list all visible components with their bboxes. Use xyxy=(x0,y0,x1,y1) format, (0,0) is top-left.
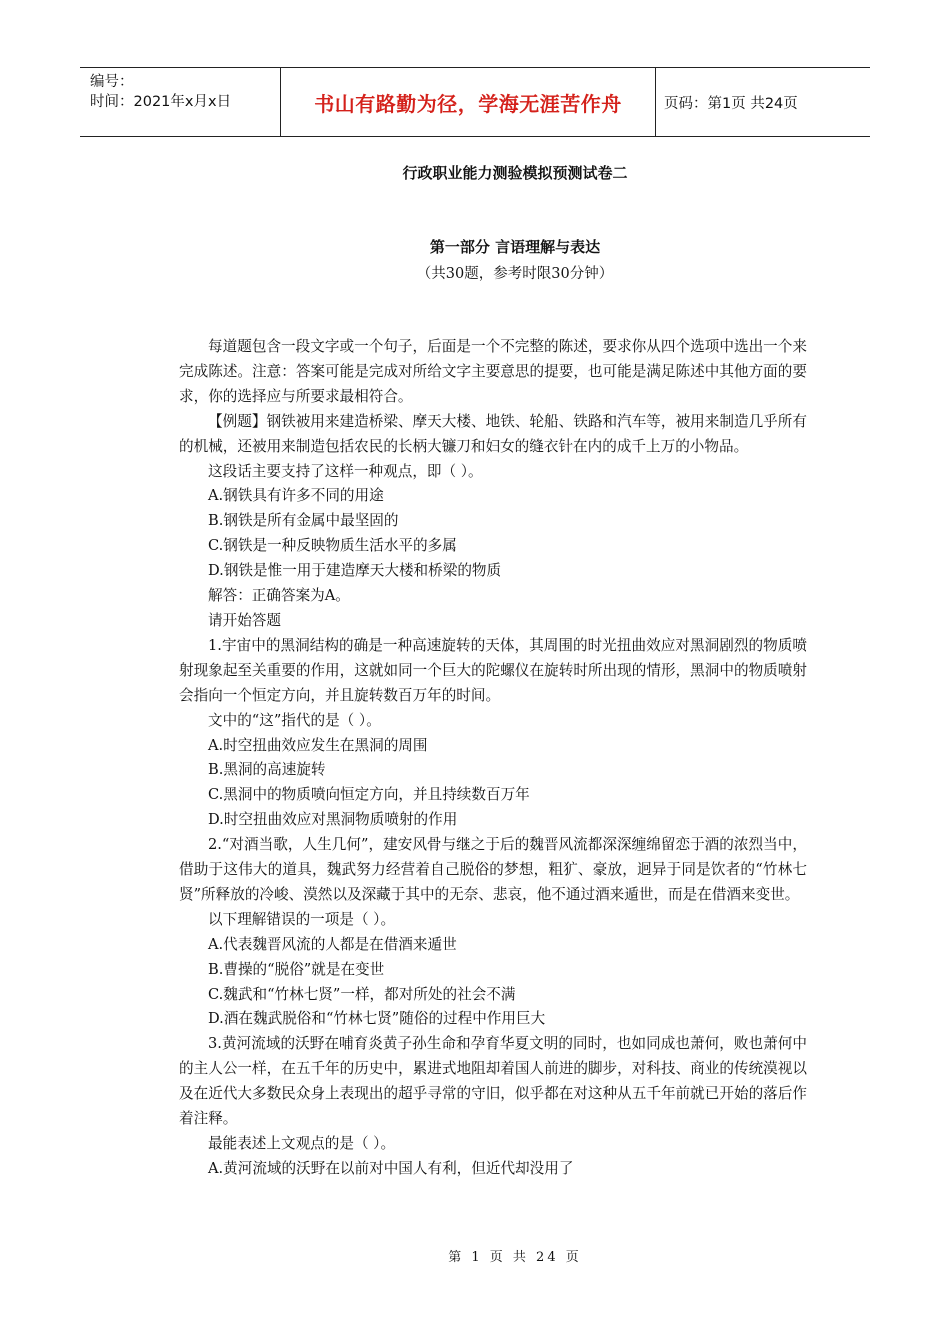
header-motto: 书山有路勤为径，学海无涯苦作舟 xyxy=(281,68,656,136)
question-1-option-c: C.黑洞中的物质喷向恒定方向，并且持续数百万年 xyxy=(208,786,530,804)
question-1-option-a: A.时空扭曲效应发生在黑洞的周围 xyxy=(208,736,428,754)
section-subtitle: （共30题，参考时限30分钟） xyxy=(416,266,614,282)
header-page: 页码：第1页 共24页 xyxy=(664,95,798,112)
example-option-b: B.钢铁是所有金属中最坚固的 xyxy=(208,512,399,530)
question-2-option-d: D.酒在魏武脱俗和“竹林七贤”随俗的过程中作用巨大 xyxy=(208,1010,546,1028)
question-2-prompt: 以下理解错误的一项是（ ）。 xyxy=(208,910,396,928)
example-question: 这段话主要支持了这样一种观点，即（ ）。 xyxy=(208,462,483,480)
example-paragraph xyxy=(179,410,807,460)
question-2-option-a: A.代表魏晋风流的人都是在借酒来遁世 xyxy=(208,935,457,953)
section-title: 第一部分 言语理解与表达 xyxy=(429,238,601,256)
question-2-passage: 2.“对酒当歌，人生几何”，建安风骨与继之于后的魏晋风流都深深缠绵留恋于酒的浓烈当中，借助于这伟大的道具，魏武努力经营着自己脱俗的梦想，粗犷、豪放，迥异于同是饮者的“竹林七贤”所释放的冷峻、漠然以及深藏于其中的无奈、悲哀，他不通过酒来遁世，而是在借酒来变世。 xyxy=(179,836,807,903)
example-answer: 解答：正确答案为A。 xyxy=(208,587,350,605)
instructions-paragraph: 每道题包含一段文字或一个句子，后面是一个不完整的陈述，要求你从四个选项中选出一个来完成陈述。注意：答案可能是完成对所给文字主要意思的提要，也可能是满足陈述中其他方面的要求，你的选择应与所要求最相符合。 xyxy=(179,338,807,405)
document-body xyxy=(179,335,807,1182)
example-option-c: C.钢铁是一种反映物质生活水平的多属 xyxy=(208,537,457,555)
question-1-passage: 1.宇宙中的黑洞结构的确是一种高速旋转的天体，其周围的时光扭曲效应对黑洞剧烈的物质喷射现象起至关重要的作用，这就如同一个巨大的陀螺仪在旋转时所出现的情形，黑洞中的物质喷射会指向一个恒定方向，并且旋转数百万年的时间。 xyxy=(179,636,807,704)
question-1-option-d: D.时空扭曲效应对黑洞物质喷射的作用 xyxy=(208,811,458,829)
question-3-option-a: A.黄河流域的沃野在以前对中国人有利，但近代却没用了 xyxy=(208,1159,574,1177)
question-3-prompt: 最能表述上文观点的是（ ）。 xyxy=(208,1135,396,1152)
header-meta xyxy=(80,68,281,136)
document-title: 行政职业能力测验模拟预测试卷二 xyxy=(402,164,628,182)
question-2-option-b: B.曹操的“脱俗”就是在变世 xyxy=(208,960,385,978)
question-3-passage: 3.黄河流域的沃野在哺育炎黄子孙生命和孕育华夏文明的同时，也如同成也萧何，败也萧何中的主人公一样，在五千年的历史中，累进式地阻却着国人前进的脚步，对科技、商业的传统漠视以及在近代大多数民众身上表现出的超乎寻常的守旧，似乎都在对这种从五千年前就已开始的落后作着注释。 xyxy=(179,1035,807,1128)
start-prompt: 请开始答题 xyxy=(208,611,281,629)
question-1-option-b: B.黑洞的高速旋转 xyxy=(208,761,326,779)
example-option-d: D.钢铁是惟一用于建造摩天大楼和桥梁的物质 xyxy=(208,562,502,580)
example-option-a: A.钢铁具有许多不同的用途 xyxy=(208,487,384,505)
page-header xyxy=(80,67,870,137)
question-2-option-c: C.魏武和“竹林七贤”一样，都对所处的社会不满 xyxy=(208,985,516,1003)
example-label: 【例题】 xyxy=(208,412,267,430)
header-time: 时间：2021年x月x日 xyxy=(90,94,232,110)
question-1-prompt: 文中的“这”指代的是（ ）。 xyxy=(208,711,381,729)
header-number: 编号： xyxy=(90,74,134,90)
page-footer: 第 1 页 共 24 页 xyxy=(448,1250,582,1265)
example-passage: 钢铁被用来建造桥梁、摩天大楼、地铁、轮船、铁路和汽车等，被用来制造几乎所有的机械，还被用来制造包括农民的长柄大镰刀和妇女的缝衣针在内的成千上万的小物品。 xyxy=(179,412,807,455)
